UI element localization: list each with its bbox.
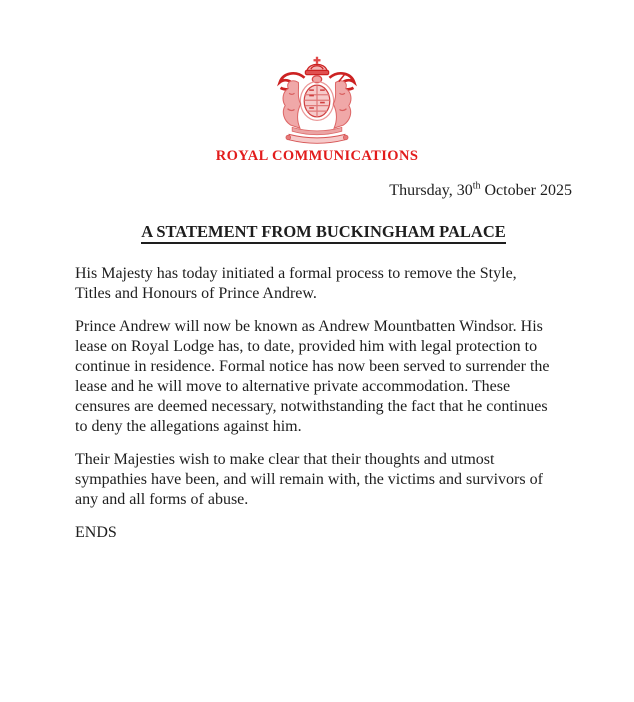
crest-container	[0, 56, 634, 146]
paragraph-3	[75, 450, 572, 510]
paragraph-2	[75, 317, 572, 437]
text-line: Titles and Honours of Prince Andrew.	[75, 285, 317, 302]
headline-text: A STATEMENT FROM BUCKINGHAM PALACE	[141, 222, 506, 244]
paragraph-1	[75, 264, 572, 304]
headline	[75, 222, 572, 242]
letter-content	[0, 181, 634, 543]
text-line: to deny the allegations against him.	[75, 418, 302, 435]
text-line: continue in residence. Formal notice has now been served to surrender the	[75, 358, 550, 375]
date-suffix: October 2025	[480, 182, 572, 199]
text-line: lease on Royal Lodge has, to date, provided him with legal protection to	[75, 338, 538, 355]
ends-marker: ENDS	[75, 524, 117, 541]
date-prefix: Thursday, 30	[389, 182, 473, 199]
royal-coat-of-arms-icon	[270, 56, 364, 146]
text-line: His Majesty has today initiated a formal process to remove the Style,	[75, 265, 517, 282]
text-line: Prince Andrew will now be known as Andrew Mountbatten Windsor. His	[75, 318, 543, 335]
statement-document	[0, 56, 634, 702]
text-line: any and all forms of abuse.	[75, 491, 249, 508]
date-line	[75, 181, 572, 201]
date-ordinal: th	[472, 180, 481, 192]
text-line: sympathies have been, and will remain with, the victims and survivors of	[75, 471, 543, 488]
text-line: censures are deemed necessary, notwithstanding the fact that he continues	[75, 398, 548, 415]
org-name: ROYAL COMMUNICATIONS	[215, 148, 419, 164]
body-text	[75, 264, 572, 543]
text-line: lease and he will move to alternative private accommodation. These	[75, 378, 511, 395]
text-line: Their Majesties wish to make clear that their thoughts and utmost	[75, 451, 495, 468]
